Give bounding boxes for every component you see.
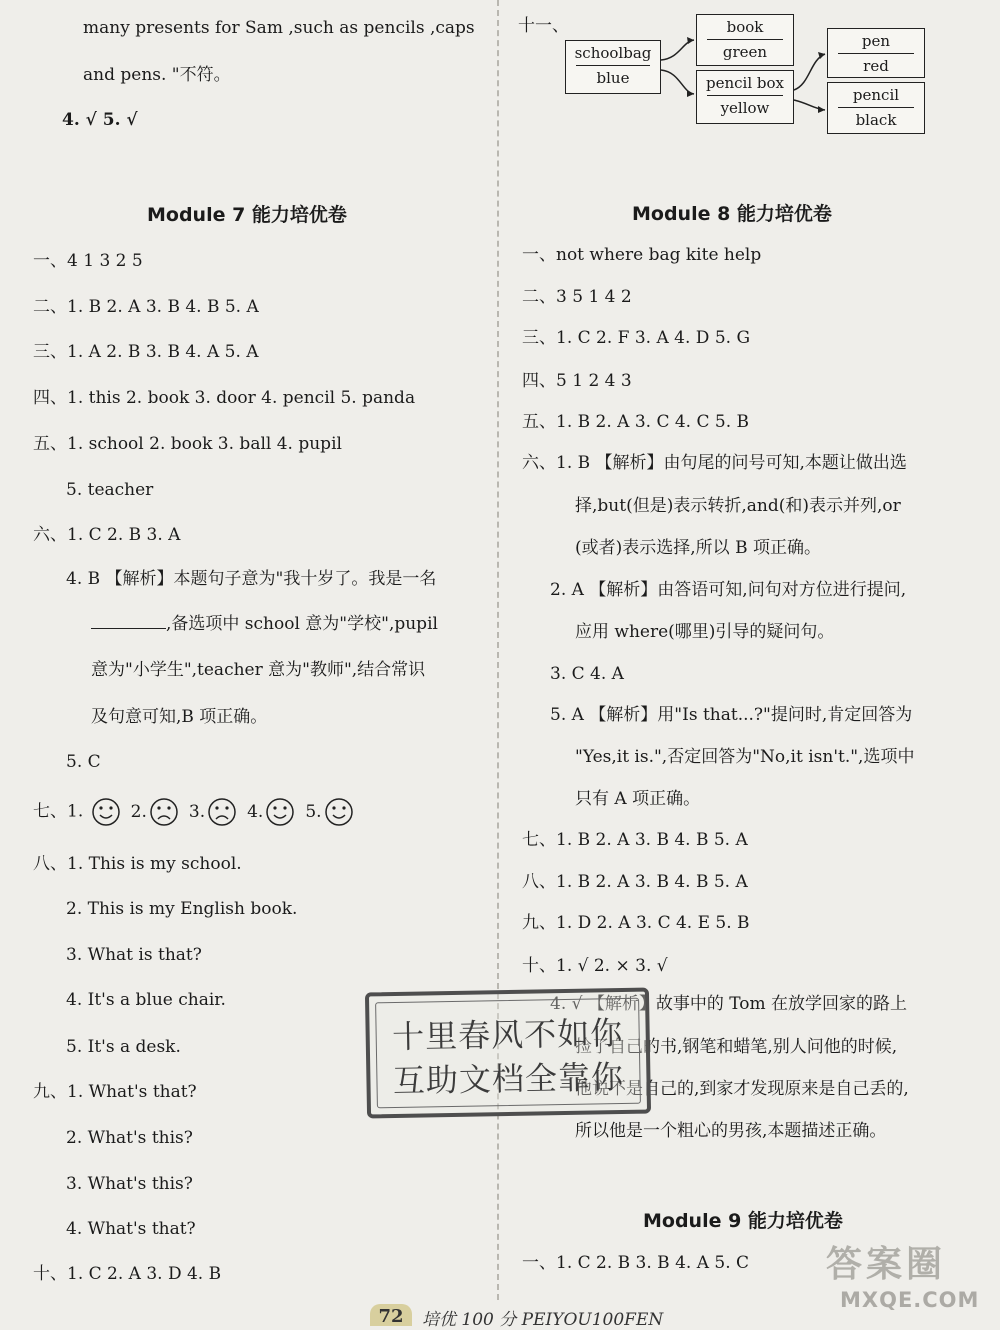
right-answer-line: 四、5 1 2 4 3 (522, 371, 632, 391)
box-schoolbag-color: blue (596, 69, 630, 87)
face-number: 2. (130, 801, 147, 822)
box-pencil-box-color: yellow (720, 99, 770, 117)
left-answer-line: 4. √ 5. √ (62, 110, 138, 130)
footer-brand: 培优 100 分 PEIYOU100FEN (422, 1310, 664, 1330)
module9-heading: Module 9 能力培优卷 (643, 1210, 843, 1232)
right-answer-line: 只有 A 项正确。 (575, 789, 701, 809)
right-answer-line: 捡了自己的书,钢笔和蜡笔,别人问他的时候, (575, 1037, 898, 1057)
watermark-cn: 答案圈 (826, 1244, 947, 1285)
right-answer-line: "Yes,it is.",否定回答为"No,it isn't.",选项中 (575, 747, 915, 767)
box-book-item: book (726, 18, 764, 36)
smiley-face-icon (265, 797, 295, 827)
right-answer-line: 三、1. C 2. F 3. A 4. D 5. G (522, 328, 751, 348)
left-answer-line: 4. What's that? (66, 1219, 196, 1239)
connector-schoolbag-pencilbox (661, 70, 694, 94)
left-answer-line: 及句意可知,B 项正确。 (91, 707, 268, 727)
right-answer-line: 所以他是一个粗心的男孩,本题描述正确。 (575, 1121, 887, 1141)
diagram-label: 十一、 (518, 16, 569, 36)
left-answer-line: 五、1. school 2. book 3. ball 4. pupil (33, 434, 342, 454)
left-answer-line: 5. It's a desk. (66, 1037, 181, 1057)
right-column (500, 0, 1000, 1326)
smiley-face-icon (324, 797, 354, 827)
left-answer-line: 3. What's this? (66, 1174, 193, 1194)
left-answer-line: 4. It's a blue chair. (66, 990, 226, 1010)
sad-face-icon (207, 797, 237, 827)
box-pen-color: red (863, 57, 889, 75)
left-answer-line: 5. C (66, 752, 101, 772)
fill-in-blank (91, 614, 166, 629)
box-pencil-item: pencil (852, 86, 900, 104)
faces-row (33, 797, 360, 825)
left-answer-line: 三、1. A 2. B 3. B 4. A 5. A (33, 342, 259, 362)
watermark-en: MXQE.COM (840, 1288, 980, 1312)
left-answer-line: 二、1. B 2. A 3. B 4. B 5. A (33, 297, 259, 317)
right-answer-line: (或者)表示选择,所以 B 项正确。 (575, 538, 821, 558)
right-answer-line: 七、1. B 2. A 3. B 4. B 5. A (522, 830, 748, 850)
face-number: 5. (305, 801, 322, 822)
face-number: 3. (188, 801, 206, 822)
left-answer-line: 2. This is my English book. (66, 899, 298, 919)
right-answer-line: 一、not where bag kite help (522, 245, 762, 265)
left-answer-line: 5. teacher (66, 480, 154, 500)
right-answer-line: 他说不是自己的,到家才发现原来是自己丢的, (575, 1079, 909, 1099)
box-pencil-color: black (855, 111, 897, 129)
right-answer-line: 5. A 【解析】用"Is that...?"提问时,肯定回答为 (550, 705, 913, 725)
left-answer-line: 六、1. C 2. B 3. A (33, 525, 181, 545)
left-answer-line: many presents for Sam ,such as pencils ,caps (83, 18, 475, 38)
right-answer-line: 十、1. √ 2. × 3. √ (522, 956, 668, 976)
page-footer (360, 1302, 670, 1330)
right-answer-line: 2. A 【解析】由答语可知,问句对方位进行提问, (550, 580, 907, 600)
left-column (0, 0, 500, 1326)
left-answer-line: 一、4 1 3 2 5 (33, 251, 143, 271)
right-answer-line: 九、1. D 2. A 3. C 4. E 5. B (522, 913, 750, 933)
module8-heading: Module 8 能力培优卷 (632, 203, 832, 225)
right-answer-line: 五、1. B 2. A 3. C 4. C 5. B (522, 412, 750, 432)
right-answer-line: 一、1. C 2. B 3. B 4. A 5. C (522, 1253, 750, 1273)
right-answer-line: 应用 where(哪里)引导的疑问句。 (575, 622, 835, 642)
left-answer-line: 2. What's this? (66, 1128, 193, 1148)
answer-line-blank (91, 612, 438, 636)
right-answer-line: 八、1. B 2. A 3. B 4. B 5. A (522, 872, 748, 892)
sad-face-icon (149, 797, 179, 827)
stamp-line-2: 互助文档全靠你 (392, 1057, 625, 1101)
right-answer-line: 4. √ 【解析】故事中的 Tom 在放学回家的路上 (550, 994, 908, 1014)
left-answer-line: 十、1. C 2. A 3. D 4. B (33, 1264, 222, 1284)
box-schoolbag-item: schoolbag (574, 44, 652, 62)
right-answer-line: 择,but(但是)表示转折,and(和)表示并列,or (575, 496, 901, 516)
right-answer-line: 六、1. B 【解析】由句尾的问号可知,本题让做出选 (522, 453, 907, 473)
module7-heading: Module 7 能力培优卷 (147, 204, 347, 226)
blank-line-text: ,备选项中 school 意为"学校",pupil (166, 614, 438, 634)
left-answer-line: 四、1. this 2. book 3. door 4. pencil 5. panda (33, 388, 416, 408)
left-answer-line: 4. B 【解析】本题句子意为"我十岁了。我是一名 (66, 569, 437, 589)
face-number: 4. (247, 801, 264, 822)
box-pencil-box-item: pencil box (706, 74, 784, 92)
box-book-color: green (722, 43, 768, 61)
connector-pencilbox-pen (794, 54, 825, 90)
stamp-line-1: 十里春风不如你 (391, 1013, 624, 1057)
box-pen-item: pen (861, 32, 891, 50)
right-answer-line: 3. C 4. A (550, 664, 624, 684)
stamp (365, 988, 651, 1119)
right-answer-line: 二、3 5 1 4 2 (522, 287, 632, 307)
left-answer-line: 八、1. This is my school. (33, 854, 242, 874)
diagram-connectors (500, 0, 1000, 150)
left-answer-line: 九、1. What's that? (33, 1082, 197, 1102)
faces-label: 七、1. (33, 801, 84, 822)
watermark (820, 1236, 996, 1320)
faces-holder (89, 802, 360, 822)
page-number: 72 (370, 1304, 412, 1326)
left-answer-line: 意为"小学生",teacher 意为"教师",结合常识 (91, 660, 426, 680)
left-answer-line: 3. What is that? (66, 945, 202, 965)
left-answer-line: and pens. "不符。 (83, 65, 231, 85)
smiley-face-icon (91, 797, 121, 827)
